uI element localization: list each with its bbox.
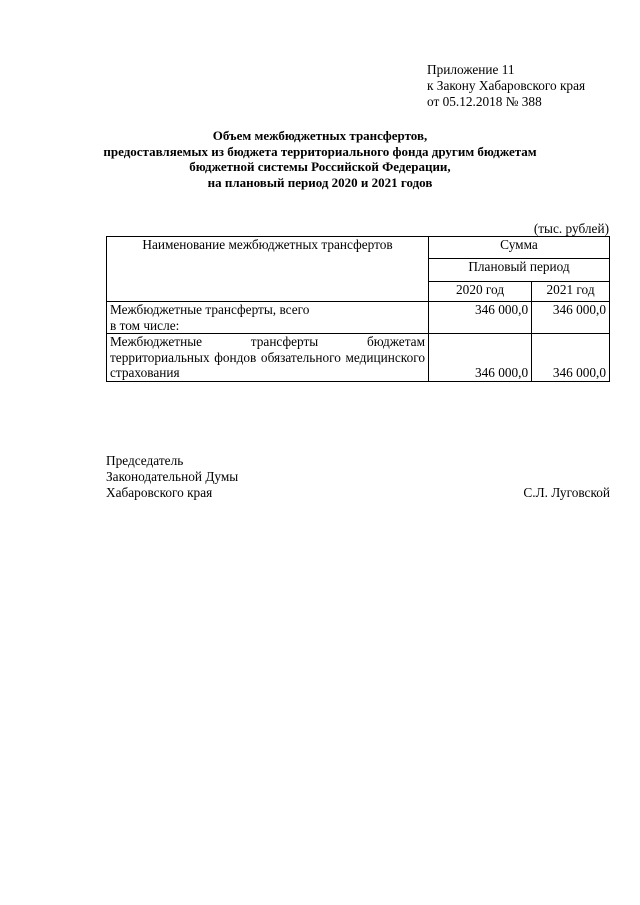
row-ffoms-value-2020: 346 000,0 — [429, 334, 532, 382]
title-line-4: на плановый период 2020 и 2021 годов — [207, 174, 433, 190]
table-row — [107, 302, 610, 334]
title-line-1: Объем межбюджетных трансфертов, — [212, 128, 428, 143]
units-label: (тыс. рублей) — [533, 221, 609, 236]
appendix-date: от 05.12.2018 № 388 — [427, 94, 542, 109]
signatory-position — [106, 453, 238, 501]
row-ffoms-name: Межбюджетные трансферты бюджетам территориальных фондов обязательного медицинского страхования — [107, 334, 429, 382]
appendix-reference — [427, 62, 585, 110]
header-name: Наименование межбюджетных трансфертов — [107, 237, 429, 302]
header-year-2021: 2021 год — [532, 282, 610, 302]
header-year-2020: 2020 год — [429, 282, 532, 302]
signatory-line-1: Председатель — [106, 453, 184, 468]
row-total-label: Межбюджетные трансферты, всего — [110, 302, 310, 317]
title-line-3: бюджетной системы Российской Федерации, — [189, 159, 451, 174]
row-total-sublabel: в том числе: — [110, 317, 180, 333]
row-total-value-2021: 346 000,0 — [532, 302, 610, 334]
signatory-line-2: Законодательной Думы — [106, 469, 239, 484]
signatory-name: С.Л. Луговской — [523, 485, 610, 500]
row-total-name — [107, 302, 429, 334]
header-period: Плановый период — [429, 259, 610, 282]
header-sum: Сумма — [429, 237, 610, 259]
appendix-number: Приложение 11 — [427, 62, 515, 77]
row-ffoms-value-2021: 346 000,0 — [532, 334, 610, 382]
table-row — [107, 334, 610, 382]
transfers-table — [106, 236, 610, 382]
row-total-value-2020: 346 000,0 — [429, 302, 532, 334]
document-title — [100, 128, 540, 190]
appendix-law: к Закону Хабаровского края — [427, 78, 586, 93]
table-header-row — [107, 237, 610, 259]
title-line-2: предоставляемых из бюджета территориального фонда другим бюджетам — [103, 143, 537, 159]
signatory-line-3: Хабаровского края — [106, 485, 213, 500]
